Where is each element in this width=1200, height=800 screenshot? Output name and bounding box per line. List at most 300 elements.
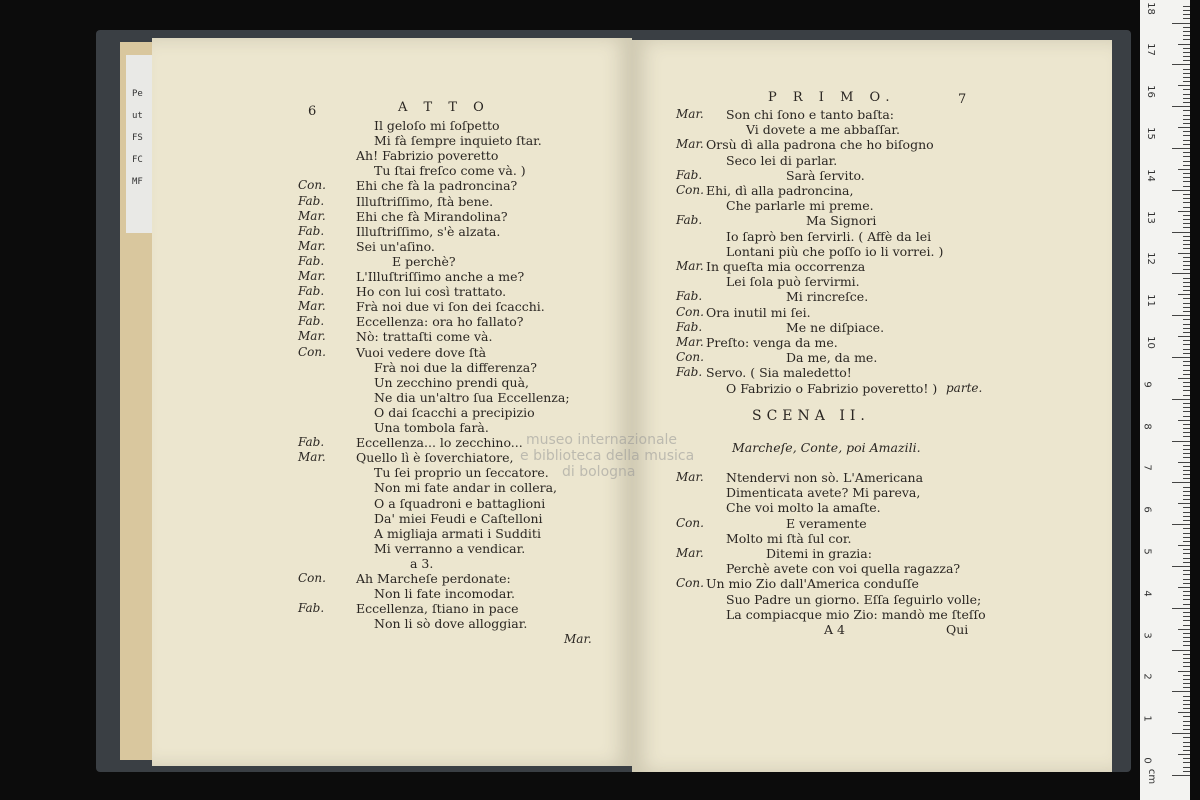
- ruler-tick: [1183, 662, 1190, 663]
- ruler-tick: [1183, 604, 1190, 605]
- ruler-tick: [1183, 599, 1190, 600]
- ruler-tick: [1183, 207, 1190, 208]
- ruler-tick: [1178, 712, 1190, 713]
- speaker-label: Mar.: [298, 269, 326, 283]
- speaker-label: Con.: [676, 350, 704, 365]
- verse-line: Mi verranno a vendicar.: [374, 540, 526, 556]
- verse-line: Un mio Zio dall'America conduſſe: [706, 576, 919, 592]
- speaker-label: Fab.: [298, 601, 325, 616]
- verse-line: E veramente: [786, 515, 867, 531]
- ruler-tick: [1178, 671, 1190, 672]
- speaker-label: Fab.: [298, 314, 325, 329]
- ruler-tick: [1172, 23, 1190, 24]
- ruler-number: 2: [1141, 673, 1153, 681]
- ruler-tick: [1183, 762, 1190, 763]
- speaker-label: Con.: [676, 576, 704, 591]
- verse-line: Quello lì è ſoverchiatore,: [356, 450, 514, 466]
- catchword: Qui: [946, 622, 969, 637]
- speaker-label: Mar.: [298, 450, 326, 465]
- speaker-label: Fab.: [298, 435, 325, 450]
- ruler-tick: [1183, 173, 1190, 174]
- ruler-tick: [1183, 123, 1190, 124]
- ruler-tick: [1183, 152, 1190, 153]
- ruler-tick: [1183, 491, 1190, 492]
- ruler-tick: [1183, 742, 1190, 743]
- ruler-tick: [1178, 169, 1190, 170]
- speaker-label: Mar.: [676, 107, 704, 121]
- speaker-label: Con.: [298, 178, 326, 193]
- ruler-number: 7: [1141, 464, 1153, 472]
- ruler-number: 4: [1141, 590, 1153, 597]
- ruler-tick: [1178, 253, 1190, 254]
- ruler-tick: [1183, 478, 1190, 479]
- ruler-tick: [1183, 641, 1190, 642]
- speaker-label: Mar.: [676, 470, 704, 484]
- speaker-label: Mar.: [298, 238, 326, 253]
- ruler-number: 12: [1144, 252, 1156, 266]
- ruler-tick: [1183, 236, 1190, 237]
- ruler-tick: [1183, 533, 1190, 534]
- ruler-tick: [1172, 775, 1190, 776]
- slip-label: Pe: [132, 89, 143, 99]
- verse-line: Molto mi ſtà ſul cor.: [726, 530, 852, 546]
- ruler-tick: [1183, 194, 1190, 195]
- ruler-tick: [1183, 403, 1190, 404]
- verse-line: O Fabrizio o Fabrizio poveretto! ): [726, 380, 938, 396]
- speaker-label: Fab.: [298, 284, 325, 299]
- ruler-tick: [1183, 370, 1190, 371]
- verse-line: Tu ſei proprio un ſeccatore.: [374, 465, 549, 481]
- ruler-tick: [1183, 654, 1190, 655]
- ruler-tick: [1183, 165, 1190, 166]
- speaker-label: Mar.: [298, 208, 326, 223]
- speaker-label: Con.: [676, 183, 704, 197]
- slip-label: FC: [132, 155, 143, 165]
- exit-direction: parte.: [946, 381, 983, 395]
- ruler-tick: [1172, 650, 1190, 651]
- verse-line: Illuſtriſſimo, s'è alzata.: [356, 223, 501, 239]
- speaker-label: Fab.: [676, 289, 703, 304]
- verse-line: Ditemi in grazia:: [766, 546, 872, 561]
- ruler-tick: [1183, 344, 1190, 345]
- ruler-tick: [1183, 311, 1190, 312]
- ruler-tick: [1178, 85, 1190, 86]
- right-page: [632, 40, 1112, 772]
- ruler-tick: [1178, 294, 1190, 295]
- ruler-tick: [1183, 374, 1190, 375]
- verse-line: Sarà ſervito.: [786, 167, 865, 183]
- verse-line: La compiacque mio Zio: mandò me ſteſſo: [726, 606, 986, 622]
- verse-line: Ehi, dì alla padroncina,: [706, 183, 854, 198]
- ruler-tick: [1183, 186, 1190, 187]
- measuring-ruler: [1140, 0, 1190, 800]
- ruler-tick: [1183, 416, 1190, 417]
- ruler-tick: [1183, 48, 1190, 49]
- ruler-tick: [1183, 89, 1190, 90]
- ruler-tick: [1183, 69, 1190, 70]
- ruler-tick: [1183, 119, 1190, 120]
- verse-line: Eccellenza... lo zecchino...: [356, 435, 523, 451]
- watermark-line: di bologna: [562, 464, 636, 480]
- ruler-tick: [1183, 10, 1190, 11]
- ruler-tick: [1183, 553, 1190, 554]
- ruler-tick: [1172, 106, 1190, 107]
- verse-line: O a ſquadroni e battaglioni: [374, 495, 546, 511]
- ruler-tick: [1183, 750, 1190, 751]
- ruler-tick: [1183, 466, 1190, 467]
- speaker-label: Mar.: [676, 137, 704, 152]
- ruler-tick: [1183, 286, 1190, 287]
- ruler-tick: [1183, 102, 1190, 103]
- ruler-tick: [1183, 73, 1190, 74]
- verse-line: A migliaja armati i Sudditi: [374, 525, 541, 541]
- ruler-tick: [1183, 18, 1190, 19]
- stage-direction: Marcheſe, Conte, poi Amazili.: [732, 440, 921, 455]
- ruler-tick: [1183, 528, 1190, 529]
- verse-line: Un zecchino prendi quà,: [374, 374, 530, 390]
- ruler-tick: [1172, 524, 1190, 525]
- ruler-tick: [1183, 265, 1190, 266]
- speaker-label: Mar.: [298, 329, 326, 344]
- ruler-tick: [1183, 445, 1190, 446]
- ruler-tick: [1183, 382, 1190, 383]
- ruler-number: 17: [1144, 43, 1156, 57]
- slip-label: MF: [132, 177, 143, 187]
- ruler-tick: [1183, 144, 1190, 145]
- verse-line: Vuoi vedere dove ſtà: [356, 344, 487, 360]
- ruler-tick: [1183, 307, 1190, 308]
- library-watermark: [520, 432, 694, 480]
- ruler-number: 16: [1144, 85, 1156, 99]
- ruler-tick: [1172, 148, 1190, 149]
- verse-line: In queſta mia occorrenza: [706, 259, 866, 274]
- verse-line: L'Illuſtriſſimo anche a me?: [356, 269, 525, 284]
- ruler-tick: [1178, 587, 1190, 588]
- verse-line: Ah! Fabrizio poveretto: [356, 148, 499, 164]
- speaker-label: Fab.: [676, 365, 703, 380]
- ruler-tick: [1183, 625, 1190, 626]
- ruler-tick: [1183, 161, 1190, 162]
- ruler-tick: [1183, 537, 1190, 538]
- ruler-tick: [1183, 56, 1190, 57]
- speaker-label: Fab.: [676, 167, 703, 182]
- ruler-number: 5: [1141, 548, 1153, 555]
- ruler-tick: [1172, 190, 1190, 191]
- verse-line: Che voi molto la amaſte.: [726, 500, 881, 516]
- ruler-tick: [1183, 94, 1190, 95]
- verse-line: Sei un'aſino.: [356, 238, 435, 254]
- verse-line: Tu ſtai freſco come và. ): [374, 163, 526, 179]
- ruler-tick: [1183, 758, 1190, 759]
- catalog-slip: [126, 55, 154, 233]
- ruler-tick: [1183, 679, 1190, 680]
- ruler-tick: [1183, 620, 1190, 621]
- ruler-tick: [1183, 616, 1190, 617]
- ruler-tick: [1183, 696, 1190, 697]
- verse-line: Ne dia un'altro ſua Eccellenza;: [374, 389, 570, 405]
- ruler-tick: [1183, 361, 1190, 362]
- ruler-tick: [1183, 645, 1190, 646]
- ruler-tick: [1183, 60, 1190, 61]
- ruler-tick: [1178, 211, 1190, 212]
- verse-line: Una tombola farà.: [374, 420, 489, 435]
- ruler-tick: [1178, 420, 1190, 421]
- ruler-tick: [1183, 666, 1190, 667]
- ruler-tick: [1183, 633, 1190, 634]
- ruler-tick: [1183, 708, 1190, 709]
- ruler-tick: [1183, 98, 1190, 99]
- ruler-tick: [1178, 629, 1190, 630]
- catchword: Mar.: [564, 632, 592, 646]
- verse-line: O dai ſcacchi a precipizio: [374, 404, 535, 420]
- ruler-tick: [1183, 658, 1190, 659]
- ruler-tick: [1183, 687, 1190, 688]
- ruler-tick: [1183, 700, 1190, 701]
- ruler-tick: [1183, 574, 1190, 575]
- page-number: 6: [308, 104, 317, 119]
- verse-line: Ntendervi non sò. L'Americana: [726, 470, 924, 485]
- verse-line: Ma Signori: [806, 213, 877, 229]
- speaker-label: Fab.: [298, 253, 325, 268]
- ruler-tick: [1172, 608, 1190, 609]
- ruler-tick: [1183, 14, 1190, 15]
- ruler-number: 6: [1141, 506, 1153, 513]
- ruler-tick: [1172, 273, 1190, 274]
- ruler-number: 0: [1141, 757, 1153, 764]
- ruler-number: 18: [1144, 1, 1156, 15]
- ruler-tick: [1183, 436, 1190, 437]
- ruler-tick: [1183, 432, 1190, 433]
- ruler-tick: [1172, 482, 1190, 483]
- verse-line: Lei ſola può ſervirmi.: [726, 274, 860, 290]
- page-number: 7: [958, 92, 967, 107]
- ruler-tick: [1183, 31, 1190, 32]
- verse-line: Non li sò dove alloggiar.: [374, 616, 528, 632]
- verse-line: Illuſtriſſimo, ſtà bene.: [356, 193, 494, 209]
- ruler-tick: [1183, 244, 1190, 245]
- ruler-number: 9: [1141, 381, 1153, 388]
- verse-line: a 3.: [410, 555, 434, 571]
- verse-line: Perchè avete con voi quella ragazza?: [726, 561, 961, 577]
- verse-line: Suo Padre un giorno. Eſſa ſeguirlo volle;: [726, 591, 982, 607]
- ruler-tick: [1183, 570, 1190, 571]
- ruler-tick: [1183, 507, 1190, 508]
- ruler-tick: [1183, 131, 1190, 132]
- verse-line: Non li fate incomodar.: [374, 586, 515, 602]
- verse-line: Nò: trattaſti come và.: [356, 329, 493, 345]
- ruler-tick: [1183, 278, 1190, 279]
- running-header: A T T O: [398, 100, 490, 115]
- ruler-number: 11: [1144, 294, 1156, 308]
- verse-line: Ehi che fà la padroncina?: [356, 178, 518, 194]
- ruler-tick: [1183, 395, 1190, 396]
- ruler-tick: [1183, 140, 1190, 141]
- ruler-tick: [1183, 390, 1190, 391]
- speaker-label: Fab.: [676, 213, 703, 228]
- ruler-tick: [1183, 240, 1190, 241]
- ruler-tick: [1178, 754, 1190, 755]
- ruler-tick: [1183, 746, 1190, 747]
- ruler-tick: [1172, 441, 1190, 442]
- ruler-tick: [1178, 127, 1190, 128]
- ruler-tick: [1183, 516, 1190, 517]
- ruler-tick: [1183, 52, 1190, 53]
- verse-line: Il geloſo mi ſoſpetto: [374, 118, 500, 133]
- ruler-tick: [1183, 721, 1190, 722]
- ruler-unit: cm: [1146, 768, 1158, 785]
- ruler-tick: [1183, 303, 1190, 304]
- speaker-label: Fab.: [298, 223, 325, 238]
- ruler-tick: [1183, 512, 1190, 513]
- ruler-tick: [1183, 499, 1190, 500]
- ruler-tick: [1183, 81, 1190, 82]
- ruler-tick: [1183, 520, 1190, 521]
- verse-line: Lontani più che poſſo io li vorrei. ): [726, 243, 944, 259]
- ruler-tick: [1183, 324, 1190, 325]
- ruler-number: 15: [1144, 127, 1156, 140]
- ruler-tick: [1183, 215, 1190, 216]
- verse-line: Da me, da me.: [786, 350, 878, 366]
- ruler-number: 8: [1141, 422, 1153, 430]
- ruler-tick: [1183, 219, 1190, 220]
- ruler-tick: [1183, 269, 1190, 270]
- ruler-tick: [1183, 365, 1190, 366]
- verse-line: E perchè?: [392, 253, 456, 269]
- ruler-tick: [1183, 135, 1190, 136]
- ruler-tick: [1183, 227, 1190, 228]
- speaker-label: Fab.: [298, 193, 325, 208]
- running-header: P R I M O.: [768, 90, 896, 105]
- verse-line: Seco lei di parlar.: [726, 152, 838, 168]
- ruler-tick: [1183, 407, 1190, 408]
- ruler-tick: [1183, 181, 1190, 182]
- ruler-tick: [1178, 503, 1190, 504]
- ruler-tick: [1183, 261, 1190, 262]
- ruler-number: 1: [1141, 715, 1153, 722]
- verse-line: Orsù dì alla padrona che ho biſogno: [706, 137, 934, 153]
- ruler-tick: [1183, 729, 1190, 730]
- ruler-tick: [1178, 462, 1190, 463]
- ruler-tick: [1183, 328, 1190, 329]
- ruler-tick: [1183, 457, 1190, 458]
- verse-line: Ora inutil mi ſei.: [706, 304, 811, 320]
- ruler-tick: [1183, 579, 1190, 580]
- ruler-tick: [1183, 115, 1190, 116]
- ruler-tick: [1172, 232, 1190, 233]
- verse-line: Preſto: venga da me.: [706, 335, 838, 350]
- ruler-tick: [1183, 248, 1190, 249]
- ruler-tick: [1183, 319, 1190, 320]
- ruler-tick: [1183, 223, 1190, 224]
- ruler-tick: [1183, 340, 1190, 341]
- ruler-tick: [1183, 35, 1190, 36]
- ruler-tick: [1183, 77, 1190, 78]
- ruler-tick: [1178, 378, 1190, 379]
- ruler-tick: [1183, 595, 1190, 596]
- ruler-tick: [1183, 453, 1190, 454]
- ruler-tick: [1183, 449, 1190, 450]
- ruler-tick: [1183, 767, 1190, 768]
- verse-line: Vi dovete a me abbaſſar.: [746, 122, 900, 138]
- speaker-label: Mar.: [676, 546, 704, 560]
- ruler-number: 14: [1144, 168, 1156, 182]
- ruler-tick: [1183, 349, 1190, 350]
- ruler-tick: [1183, 257, 1190, 258]
- ruler-tick: [1183, 549, 1190, 550]
- signature-mark: A 4: [824, 622, 845, 637]
- ruler-tick: [1183, 591, 1190, 592]
- verse-line: Dimenticata avete? Mi pareva,: [726, 485, 921, 501]
- ruler-tick: [1183, 27, 1190, 28]
- speaker-label: Con.: [298, 344, 326, 359]
- ruler-tick: [1178, 336, 1190, 337]
- ruler-tick: [1183, 332, 1190, 333]
- verse-line: Servo. ( Sia maledetto!: [706, 365, 852, 381]
- speaker-label: Mar.: [298, 299, 326, 314]
- ruler-tick: [1183, 737, 1190, 738]
- ruler-tick: [1178, 44, 1190, 45]
- verse-line: Che parlarle mi preme.: [726, 198, 874, 214]
- left-page: [152, 38, 632, 766]
- ruler-tick: [1183, 282, 1190, 283]
- speaker-label: Con.: [676, 515, 704, 530]
- ruler-tick: [1183, 353, 1190, 354]
- verse-line: Non mi fate andar in collera,: [374, 480, 558, 496]
- ruler-tick: [1183, 495, 1190, 496]
- verse-line: Mi rincreſce.: [786, 289, 869, 305]
- ruler-number: 10: [1144, 336, 1156, 349]
- ruler-tick: [1183, 110, 1190, 111]
- ruler-tick: [1183, 558, 1190, 559]
- ruler-tick: [1183, 411, 1190, 412]
- ruler-tick: [1183, 428, 1190, 429]
- verse-line: Frà noi due la differenza?: [374, 359, 537, 375]
- verse-line: Frà noi due vi ſon dei ſcacchi.: [356, 299, 545, 315]
- ruler-tick: [1183, 424, 1190, 425]
- ruler-tick: [1183, 487, 1190, 488]
- ruler-tick: [1178, 545, 1190, 546]
- ruler-number: 3: [1141, 631, 1153, 639]
- verse-line: Io ſaprò ben ſervirli. ( Affè da lei: [726, 228, 932, 244]
- ruler-tick: [1183, 298, 1190, 299]
- verse-line: Me ne diſpiace.: [786, 319, 885, 335]
- ruler-tick: [1183, 562, 1190, 563]
- ruler-tick: [1183, 156, 1190, 157]
- ruler-tick: [1183, 716, 1190, 717]
- ruler-tick: [1183, 202, 1190, 203]
- slip-label: ut: [132, 111, 143, 121]
- ruler-tick: [1183, 541, 1190, 542]
- ruler-tick: [1183, 612, 1190, 613]
- verse-line: Da' miei Feudi e Caſtelloni: [374, 510, 543, 526]
- ruler-tick: [1183, 470, 1190, 471]
- ruler-tick: [1183, 474, 1190, 475]
- ruler-tick: [1172, 64, 1190, 65]
- ruler-tick: [1172, 566, 1190, 567]
- speaker-label: Con.: [298, 571, 326, 585]
- watermark-line: e biblioteca della musica: [520, 448, 695, 464]
- ruler-tick: [1172, 399, 1190, 400]
- verse-line: Eccellenza: ora ho fallato?: [356, 314, 524, 330]
- verse-line: Ho con lui così trattato.: [356, 284, 507, 300]
- verse-line: Ehi che fà Mirandolina?: [356, 208, 508, 224]
- ruler-tick: [1183, 725, 1190, 726]
- scene-heading: SCENA II.: [752, 408, 870, 424]
- ruler-tick: [1183, 290, 1190, 291]
- ruler-tick: [1183, 6, 1190, 7]
- ruler-tick: [1183, 583, 1190, 584]
- ruler-tick: [1183, 675, 1190, 676]
